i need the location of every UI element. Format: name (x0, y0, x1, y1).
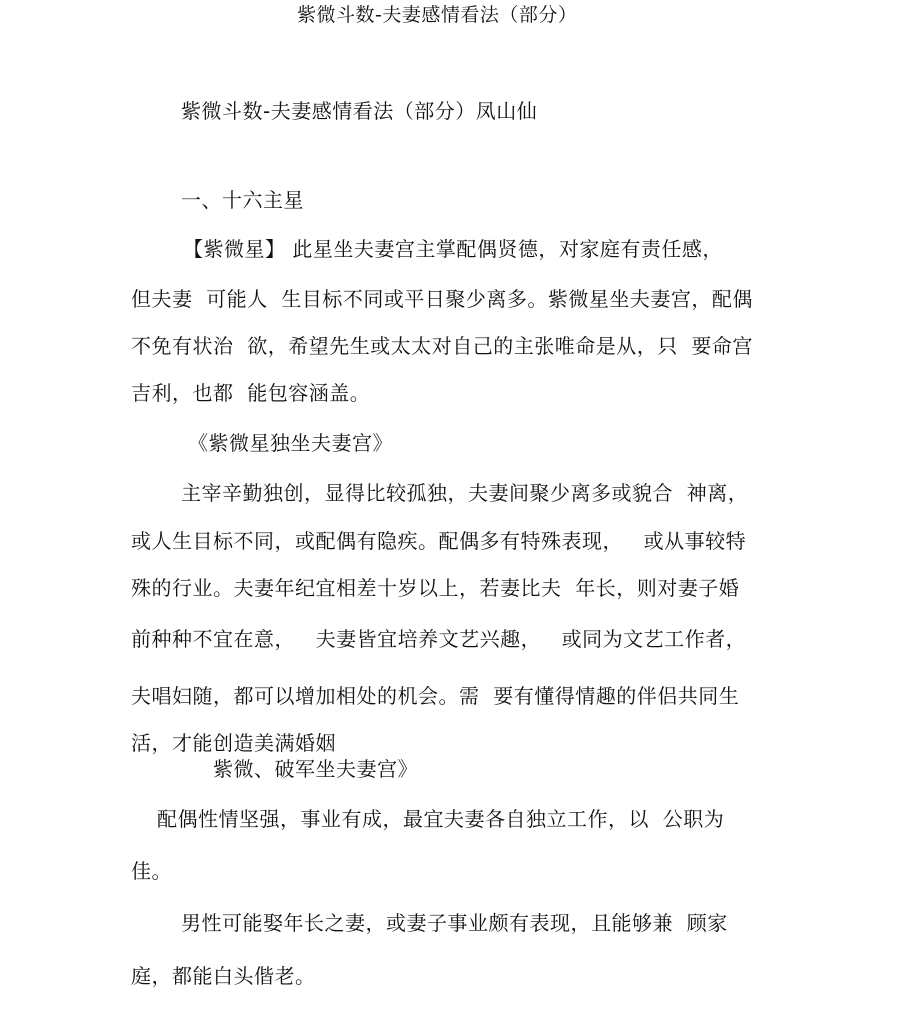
subheading-2: 紫微、破军坐夫妻宫》 (213, 757, 418, 781)
paragraph-2-line-6: 活，才能创造美满婚姻 (131, 731, 336, 755)
paragraph-1-line-4: 吉利，也都 能包容涵盖。 (131, 381, 371, 405)
paragraph-4-line-2: 庭，都能白头偕老。 (131, 964, 316, 988)
paragraph-3-line-1: 配偶性情坚强，事业有成，最宜夫妻各自独立工作，以 公职为 (157, 807, 725, 831)
document-title: 紫微斗数-夫妻感情看法（部分）凤山仙 (181, 99, 538, 123)
paragraph-2-line-4: 前种种不宜在意， 夫妻皆宜培养文艺兴趣， 或同为文艺工作者， (131, 627, 747, 651)
paragraph-1-line-1: 【紫微星】 此星坐夫妻宫主掌配偶贤德，对家庭有责任感， (183, 237, 723, 261)
paragraph-3-line-2: 佳。 (131, 859, 172, 883)
paragraph-4-line-1: 男性可能娶年长之妻，或妻子事业颇有表现，且能够兼 顾家 (181, 911, 728, 935)
section-heading: 一、十六主星 (181, 188, 304, 212)
paragraph-2-line-1: 主宰辛勤独创，显得比较孤独，夫妻间聚少离多或貌合 神离， (181, 481, 749, 505)
paragraph-1-line-2: 但夫妻 可能人 生目标不同或平日聚少离多。紫微星坐夫妻宫，配偶 (131, 287, 753, 311)
page-header-title: 紫微斗数-夫妻感情看法（部分） (297, 4, 578, 26)
paragraph-1-line-3: 不免有状治 欲，希望先生或太太对自己的主张唯命是从，只 要命宫 (131, 334, 753, 358)
subheading-1: 《紫微星独坐夫妻宫》 (188, 431, 393, 455)
paragraph-2-line-3: 殊的行业。夫妻年纪宜相差十岁以上，若妻比夫 年长，则对妻子婚 (131, 576, 740, 600)
paragraph-2-line-5: 夫唱妇随，都可以增加相处的机会。需 要有懂得情趣的伴侣共同生 (131, 684, 740, 708)
paragraph-2-line-2: 或人生目标不同，或配偶有隐疾。配偶多有特殊表现， 或从事较特 (131, 529, 747, 553)
